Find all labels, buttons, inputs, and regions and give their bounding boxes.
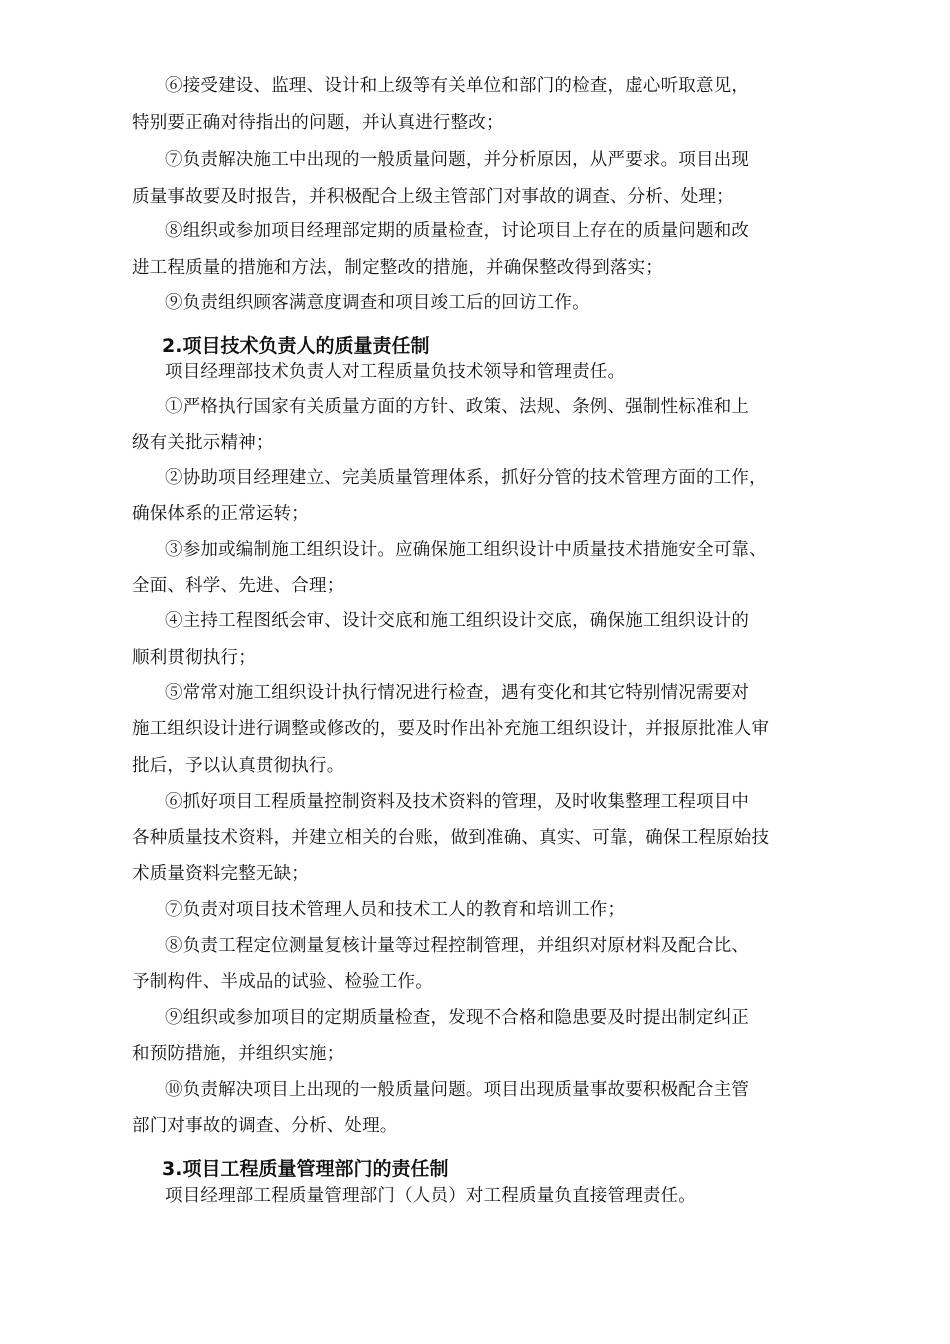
- list-item-line: ⑦负责解决施工中出现的一般质量问题，并分析原因，从严要求。项目出现: [165, 150, 750, 170]
- list-item-line: ⑦负责对项目技术管理人员和技术工人的教育和培训工作；: [165, 900, 626, 920]
- list-item-line: ⑧组织或参加项目经理部定期的质量检查，讨论项目上存在的质量问题和改: [165, 221, 750, 241]
- list-item-line: 术质量资料完整无缺；: [132, 864, 309, 884]
- list-item-line: ⑧负责工程定位测量复核计量等过程控制管理，并组织对原材料及配合比、: [165, 936, 750, 956]
- list-item-line: ①严格执行国家有关质量方面的方针、政策、法规、条例、强制性标准和上: [165, 397, 750, 417]
- list-item-line: 部门对事故的调查、分析、处理。: [132, 1116, 398, 1136]
- section-heading: 2.项目技术负责人的质量责任制: [162, 335, 430, 357]
- list-item-line: 顺利贯彻执行；: [132, 648, 256, 668]
- section-heading: 3.项目工程质量管理部门的责任制: [162, 1158, 449, 1180]
- list-item-line: 特别要正确对待指出的问题，并认真进行整改；: [132, 113, 504, 133]
- list-item-line: 各种质量技术资料，并建立相关的台账，做到准确、真实、可靠，确保工程原始技: [132, 828, 770, 848]
- list-item-line: 质量事故要及时报告，并积极配合上级主管部门对事故的调查、分析、处理；: [132, 187, 734, 207]
- list-item-line: ②协助项目经理建立、完美质量管理体系，抓好分管的技术管理方面的工作，: [165, 468, 767, 488]
- list-item-line: ⑨组织或参加项目的定期质量检查，发现不合格和隐患要及时提出制定纠正: [165, 1008, 750, 1028]
- list-item-line: 全面、科学、先进、合理；: [132, 576, 345, 596]
- list-item-line: ⑨负责组织顾客满意度调查和项目竣工后的回访工作。: [165, 293, 590, 313]
- list-item-line: ⑤常常对施工组织设计执行情况进行检查，遇有变化和其它特别情况需要对: [165, 683, 750, 703]
- list-item-line: 级有关批示精神；: [132, 433, 274, 453]
- list-item-line: 予制构件、半成品的试验、检验工作。: [132, 972, 433, 992]
- list-item-line: ④主持工程图纸会审、设计交底和施工组织设计交底，确保施工组织设计的: [165, 611, 750, 631]
- list-item-line: 进工程质量的措施和方法，制定整改的措施，并确保整改得到落实；: [132, 258, 663, 278]
- list-item-line: 批后，予以认真贯彻执行。: [132, 756, 345, 776]
- list-item-line: ⑩负责解决项目上出现的一般质量问题。项目出现质量事故要积极配合主管: [165, 1080, 750, 1100]
- section-intro: 项目经理部工程质量管理部门（人员）对工程质量负直接管理责任。: [165, 1186, 696, 1206]
- list-item-line: ③参加或编制施工组织设计。应确保施工组织设计中质量技术措施安全可靠、: [165, 540, 767, 560]
- list-item-line: ⑥抓好项目工程质量控制资料及技术资料的管理，及时收集整理工程项目中: [165, 792, 750, 812]
- list-item-line: 确保体系的正常运转；: [132, 504, 309, 524]
- list-item-line: 和预防措施，并组织实施；: [132, 1044, 345, 1064]
- list-item-line: ⑥接受建设、监理、设计和上级等有关单位和部门的检查，虚心听取意见，: [165, 76, 750, 96]
- list-item-line: 施工组织设计进行调整或修改的，要及时作出补充施工组织设计，并报原批准人审: [132, 719, 770, 739]
- section-intro: 项目经理部技术负责人对工程质量负技术领导和管理责任。: [165, 362, 626, 382]
